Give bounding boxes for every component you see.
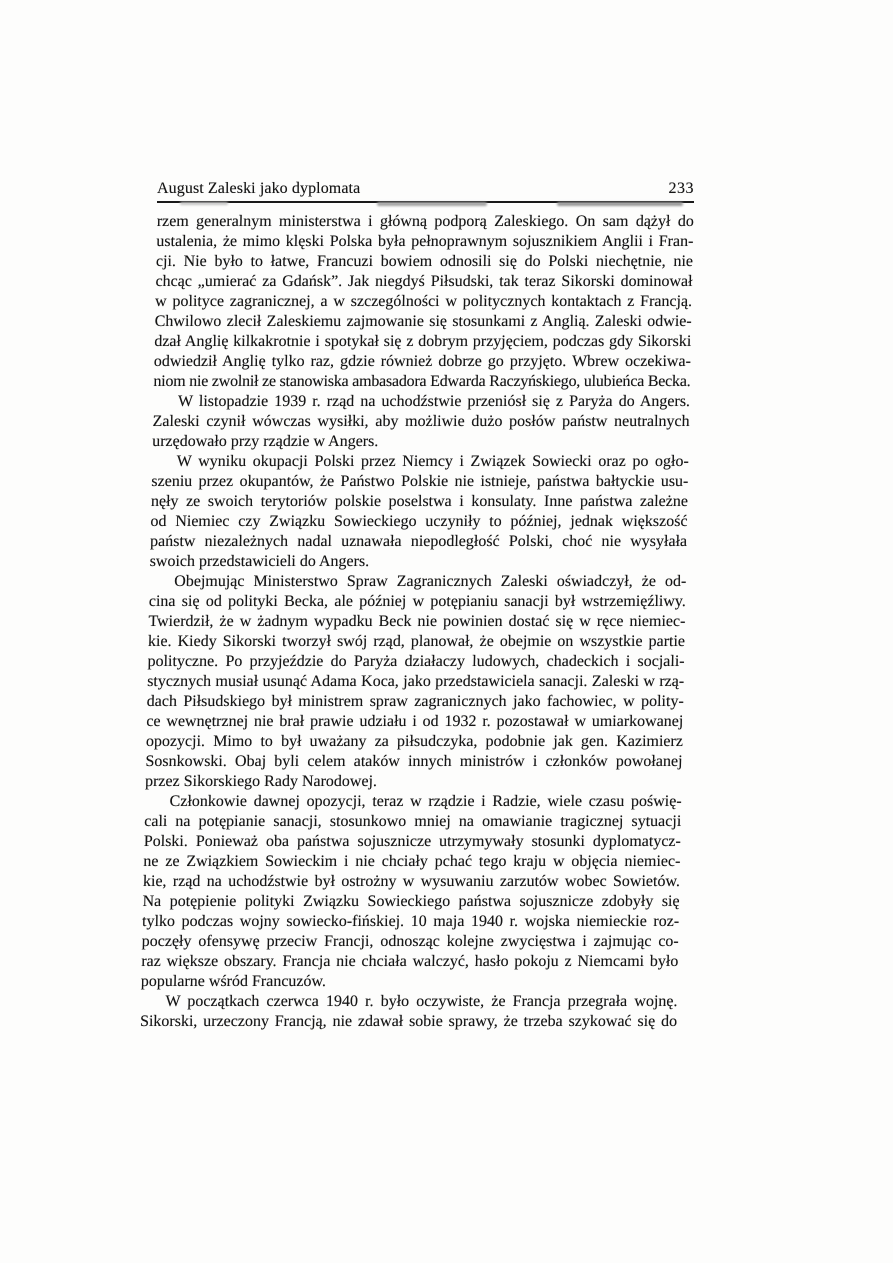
text-line: dach Piłsudskiego był ministrem spraw zagranicznych jako fachowiec, w polity- (146, 693, 684, 710)
page-header (157, 180, 694, 203)
text-line: swoich przedstawicieli do Angers. (149, 553, 370, 570)
text-line: Członkowie dawnej opozycji, teraz w rządzie i Radzie, wiele czasu poświę- (169, 793, 682, 810)
text-line: ce wewnętrznej nie brał prawie udziału i od 1932 r. pozostawał w umiarkowanej (146, 713, 684, 730)
text-line: raz większe obszary. Francja nie chciała walczyć, hasło pokoju z Niemcami było (141, 953, 679, 970)
text-line: W początkach czerwca 1940 r. było oczywiste, że Francja przegrała wojnę. (165, 993, 678, 1010)
text-line: dzał Anglię kilkakrotnie i spotykał się z dobrym przyjęciem, podczas gdy Sikorski (154, 333, 692, 350)
text-line: niom nie zwolnił ze stanowiska ambasadora Edwarda Raczyńskiego, ulubieńca Becka. (153, 373, 691, 390)
text-line: stycznych musiał usunąć Adama Koca, jako przedstawiciela sanacji. Zaleski w rzą- (146, 673, 685, 690)
text-line: opozycji. Mimo to był uważany za piłsudczyka, podobnie jak gen. Kazimierz (145, 733, 684, 750)
paragraph (145, 572, 687, 792)
text-line: Zaleski czynił wówczas wysiłki, aby możliwie dużo posłów państw neutralnych (152, 413, 690, 430)
text-line: ustalenia, że mimo klęski Polska była pełnoprawnym sojusznikiem Anglii i Fran- (156, 233, 694, 250)
text-line: Obejmując Ministerstwo Spraw Zagranicznych Zaleski oświadczył, że od- (174, 573, 687, 590)
text-line: cina się od polityki Becka, ale później w potępianiu sanacji był wstrzemięźliwy. (148, 593, 687, 610)
text-line: polityczne. Po przyjeździe do Paryża działaczy ludowych, chadeckich i socjali- (147, 653, 685, 670)
text-line: nęły ze swoich terytoriów polskie poselstwa i konsulaty. Inne państwa zależne (150, 493, 689, 510)
page-body (140, 212, 694, 1032)
text-line: Sosnkowski. Obaj byli celem ataków innych ministrów i członków powołanej (145, 753, 683, 770)
text-line: Na potępienie polityki Związku Sowieckiego państwa sojusznicze zdobyły się (142, 893, 680, 910)
text-line: kie, rząd na uchodźstwie był ostrożny w wysuwaniu zarzutów wobec Sowietów. (142, 873, 681, 890)
text-line: w polityce zagranicznej, a w szczególności w politycznych kontaktach z Francją. (154, 293, 693, 310)
scan-smudge (180, 202, 228, 205)
text-line: W wyniku okupacji Polski przez Niemcy i Związek Sowiecki oraz po ogło- (176, 453, 689, 470)
page-number: 233 (668, 180, 694, 197)
text-line: kie. Kiedy Sikorski tworzył swój rząd, planował, że obejmie on wszystkie partie (147, 633, 686, 650)
paragraph (149, 452, 689, 572)
running-header-title: August Zaleski jako dyplomata (157, 180, 361, 197)
text-line: popularne wśród Francuzów. (140, 973, 327, 990)
scan-smudge (557, 202, 683, 206)
text-line: Twierdził, że w żadnym wypadku Beck nie powinien dostać się w ręce niemiec- (148, 613, 686, 630)
text-line: od Niemiec czy Związku Sowieckiego uczyniły to później, jednak większość (150, 513, 688, 530)
text-line: państw niezależnych nadal uznawała niepodległość Polski, choć nie wysyłała (149, 533, 688, 550)
text-line: szeniu przez okupantów, że Państwo Polskie nie istnieje, państwa bałtyckie usu- (151, 473, 689, 490)
text-line: cali na potępianie sanacji, stosunkowo mniej na omawianie tragicznej sytuacji (144, 813, 682, 830)
text-line: urzędowało przy rządzie w Angers. (152, 433, 379, 450)
paragraph (152, 392, 690, 452)
text-line: W listopadzie 1939 r. rząd na uchodźstwie przeniósł się z Paryża do Angers. (177, 393, 691, 410)
text-line: tylko podczas wojny sowiecko-fińskiej. 10 maja 1940 r. wojska niemieckie roz- (141, 913, 680, 930)
text-line: rzem generalnym ministerstwa i główną podporą Zaleskiego. On sam dążył do (156, 213, 694, 230)
text-line: cji. Nie było to łatwe, Francuzi bowiem odnosili się do Polski niechętnie, nie (155, 253, 694, 270)
scan-smudge (377, 202, 487, 206)
paragraph (140, 992, 678, 1032)
paragraph (153, 212, 694, 392)
text-line: poczęły ofensywę przeciw Francji, odnosząc kolejne zwycięstwa i zajmując co- (141, 933, 679, 950)
text-line: Sikorski, urzeczony Francją, nie zdawał sobie sprawy, że trzeba szykować się do (139, 1013, 678, 1030)
text-line: chcąc „umierać za Gdańsk”. Jak niegdyś Piłsudski, tak teraz Sikorski dominował (155, 273, 693, 290)
text-line: odwiedził Anglię tylko raz, gdzie również dobrze go przyjęto. Wbrew oczekiwa- (153, 353, 692, 370)
text-line: Polski. Ponieważ oba państwa sojusznicze utrzymywały stosunki dyplomatycz- (143, 833, 682, 850)
text-line: przez Sikorskiego Rady Narodowej. (144, 773, 378, 790)
text-line: ne ze Związkiem Sowieckim i nie chciały pchać tego kraju w objęcia niemiec- (143, 853, 681, 870)
text-line: Chwilowo zlecił Zaleskiemu zajmowanie się stosunkami z Anglią. Zaleski odwie- (154, 313, 692, 330)
paragraph (141, 792, 682, 992)
